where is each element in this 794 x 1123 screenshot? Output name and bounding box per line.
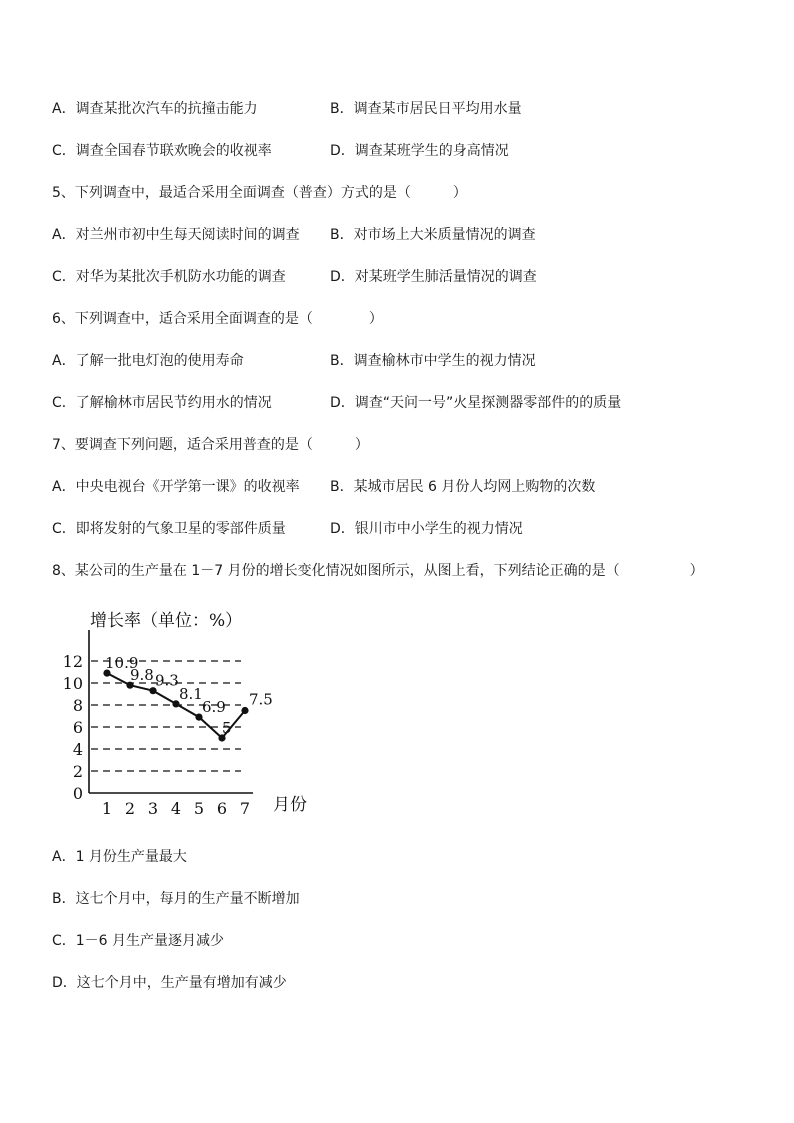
y-tick-label-8: 8 [72, 696, 83, 715]
q4-option-d: D．调查某班学生的身高情况 [330, 143, 509, 159]
growth-rate-line-chart [55, 600, 345, 820]
q5-option-b: B．对市场上大米质量情况的调查 [330, 227, 536, 243]
data-label-2: 9.8 [130, 666, 154, 685]
y-tick-label-6: 6 [72, 718, 83, 737]
q5-stem: 5、下列调查中，最适合采用全面调查（普查）方式的是（ ） [52, 185, 467, 201]
x-tick-label-4: 4 [170, 799, 182, 818]
y-tick-label-2: 2 [72, 762, 83, 781]
q4-option-c: C．调查全国春节联欢晚会的收视率 [52, 143, 272, 159]
q5-option-d: D．对某班学生肺活量情况的调查 [330, 269, 537, 285]
q7-option-d: D．银川市中小学生的视力情况 [330, 521, 523, 537]
y-tick-label-0: 0 [72, 784, 83, 803]
x-tick-label-1: 1 [101, 799, 113, 818]
y-tick-label-12: 12 [62, 652, 83, 671]
q6-option-a: A．了解一批电灯泡的使用寿命 [52, 353, 244, 369]
q8-option-c: C．1－6 月生产量逐月减少 [52, 933, 225, 949]
y-tick-label-4: 4 [72, 740, 83, 759]
q6-stem: 6、下列调查中，适合采用全面调查的是（ ） [52, 311, 383, 327]
data-label-6: 5 [222, 719, 232, 737]
data-label-7: 7.5 [249, 690, 273, 709]
q7-option-b: B．某城市居民 6 月份人均网上购物的次数 [330, 479, 596, 495]
data-labels [105, 654, 273, 737]
x-tick-label-6: 6 [216, 799, 228, 818]
y-tick-label-10: 10 [62, 674, 83, 693]
q8-option-d: D．这七个月中，生产量有增加有减少 [52, 975, 287, 991]
data-label-1: 10.9 [105, 654, 139, 673]
chart-title: 增长率（单位：%） [90, 611, 243, 631]
q6-option-d: D．调查“天问一号”火星探测器零部件的的质量 [330, 395, 622, 411]
q8-stem: 8、某公司的生产量在 1－7 月份的增长变化情况如图所示，从图上看，下列结论正确的是（ ） [52, 563, 704, 579]
q5-option-a: A．对兰州市初中生每天阅读时间的调查 [52, 227, 300, 243]
data-label-5: 6.9 [202, 698, 226, 717]
q4-option-b: B．调查某市居民日平均用水量 [330, 101, 522, 117]
x-tick-label-7: 7 [239, 799, 251, 818]
y-tick-labels [63, 652, 83, 803]
x-axis-label: 月份 [273, 795, 307, 815]
q5-option-c: C．对华为某批次手机防水功能的调查 [52, 269, 286, 285]
data-label-3: 9.3 [155, 671, 179, 690]
q6-option-c: C．了解榆林市居民节约用水的情况 [52, 395, 272, 411]
q8-option-b: B．这七个月中，每月的生产量不断增加 [52, 891, 300, 907]
q8-option-a: A．1 月份生产量最大 [52, 849, 187, 865]
data-point-7 [241, 707, 248, 714]
x-tick-label-3: 3 [147, 799, 159, 818]
q7-stem: 7、要调查下列问题，适合采用普查的是（ ） [52, 437, 369, 453]
q4-option-a: A．调查某批次汽车的抗撞击能力 [52, 101, 258, 117]
q6-option-b: B．调查榆林市中学生的视力情况 [330, 353, 536, 369]
q7-option-c: C．即将发射的气象卫星的零部件质量 [52, 521, 286, 537]
x-tick-label-5: 5 [193, 799, 205, 818]
data-label-4: 8.1 [179, 684, 203, 703]
x-tick-labels [102, 799, 250, 818]
q7-option-a: A．中央电视台《开学第一课》的收视率 [52, 479, 300, 495]
x-tick-label-2: 2 [124, 799, 136, 818]
